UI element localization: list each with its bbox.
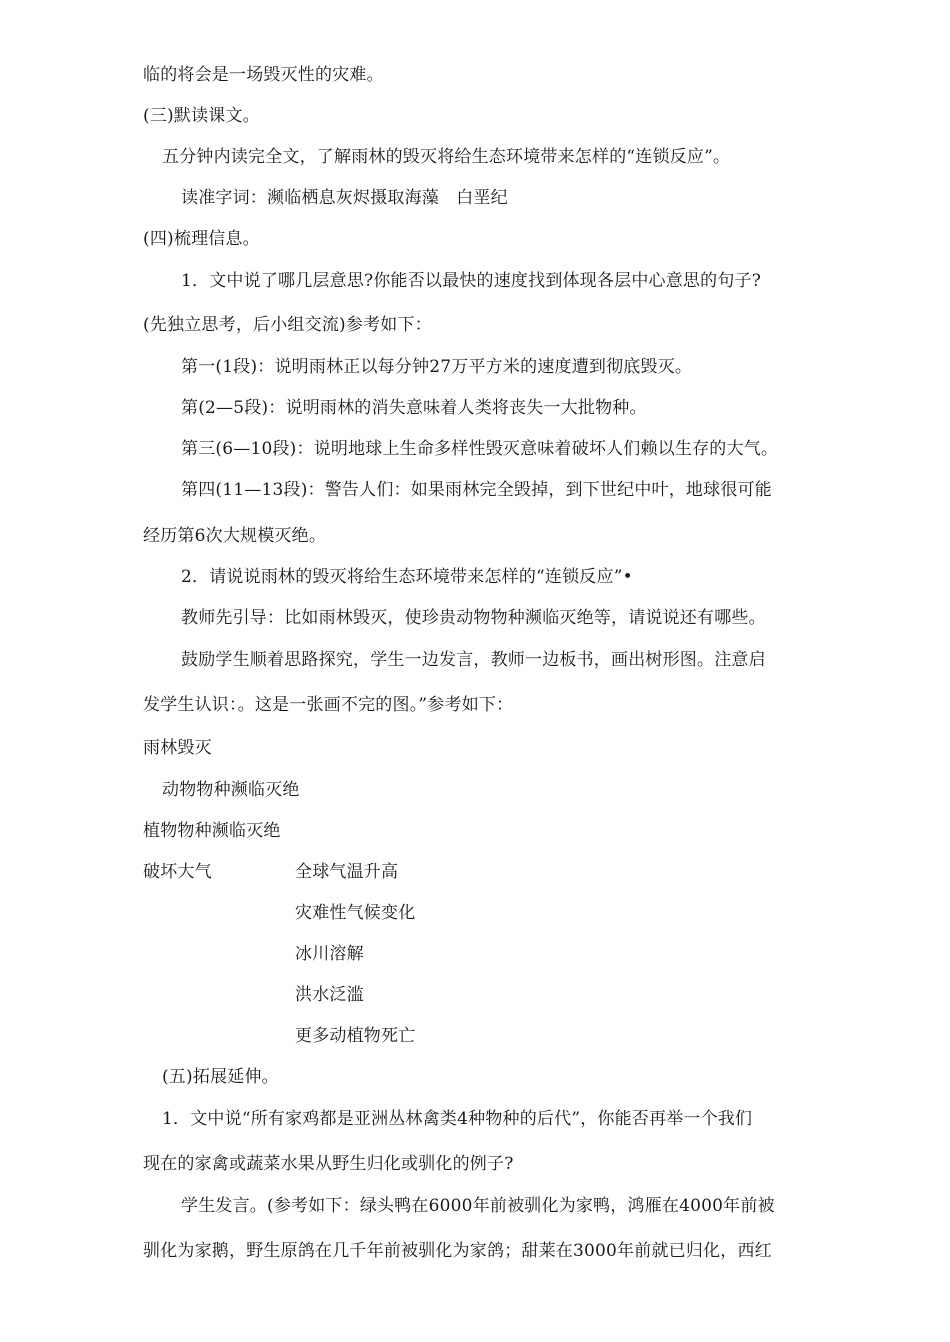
tree-leaf: 洪水泛滥 (295, 985, 364, 1005)
text-line: 2．请说说雨林的毁灭将给生态环境带来怎样的“连锁反应”• (181, 567, 633, 587)
tree-leaf: 更多动植物死亡 (295, 1026, 416, 1046)
text-line: 读准字词：濒临栖息灰烬摄取海藻 白垩纪 (181, 188, 508, 208)
text-line: 五分钟内读完全文，了解雨林的毁灭将给生态环境带来怎样的“连锁反应”。 (162, 147, 731, 167)
text-line: (先独立思考，后小组交流)参考如下： (143, 315, 432, 335)
text-line: 1．文中说了哪几层意思?你能否以最快的速度找到体现各层中心意思的句子? (181, 271, 762, 291)
tree-node: 破坏大气 (143, 862, 212, 882)
text-line: 发学生认识：。这是一张画不完的图。”参考如下： (143, 695, 514, 715)
text-line: 第三(6—10段)：说明地球上生命多样性毁灭意味着破坏人们赖以生存的大气。 (181, 439, 779, 459)
tree-root: 雨林毁灭 (143, 738, 212, 758)
text-line: 1．文中说“所有家鸡都是亚洲丛林禽类4种物种的后代”，你能否再举一个我们 (162, 1109, 753, 1129)
text-line: 鼓励学生顺着思路探究，学生一边发言，教师一边板书，画出树形图。注意启 (181, 650, 766, 670)
section-heading: (四)梳理信息。 (143, 229, 260, 249)
tree-leaf: 全球气温升高 (295, 862, 399, 882)
text-line: 驯化为家鹅，野生原鸽在几千年前被驯化为家鸽；甜莱在3000年前就已归化，西红 (143, 1241, 772, 1261)
text-line: 第一(1段)：说明雨林正以每分钟27万平方米的速度遭到彻底毁灭。 (181, 357, 693, 377)
section-heading: (三)默读课文。 (143, 106, 260, 126)
tree-node: 动物物种濒临灭绝 (162, 780, 300, 800)
text-line: 经历第6次大规模灭绝。 (143, 526, 327, 546)
section-heading: (五)拓展延伸。 (162, 1067, 279, 1087)
text-line: 学生发言。(参考如下：绿头鸭在6000年前被驯化为家鸭，鸿雁在4000年前被 (181, 1196, 775, 1216)
tree-node: 植物物种濒临灭绝 (143, 821, 281, 841)
text-line: 教师先引导：比如雨林毁灭，使珍贵动物物种濒临灭绝等，请说说还有哪些。 (181, 608, 766, 628)
text-line: 第四(11—13段)：警告人们：如果雨林完全毁掉，到下世纪中叶，地球很可能 (181, 480, 772, 500)
text-line: 第(2—5段)：说明雨林的消失意味着人类将丧失一大批物种。 (181, 398, 647, 418)
text-line: 临的将会是一场毁灭性的灾难。 (143, 65, 384, 85)
tree-leaf: 灾难性气候变化 (295, 903, 416, 923)
text-line: 现在的家禽或蔬菜水果从野生归化或驯化的例子? (143, 1154, 514, 1174)
tree-leaf: 冰川溶解 (295, 944, 364, 964)
